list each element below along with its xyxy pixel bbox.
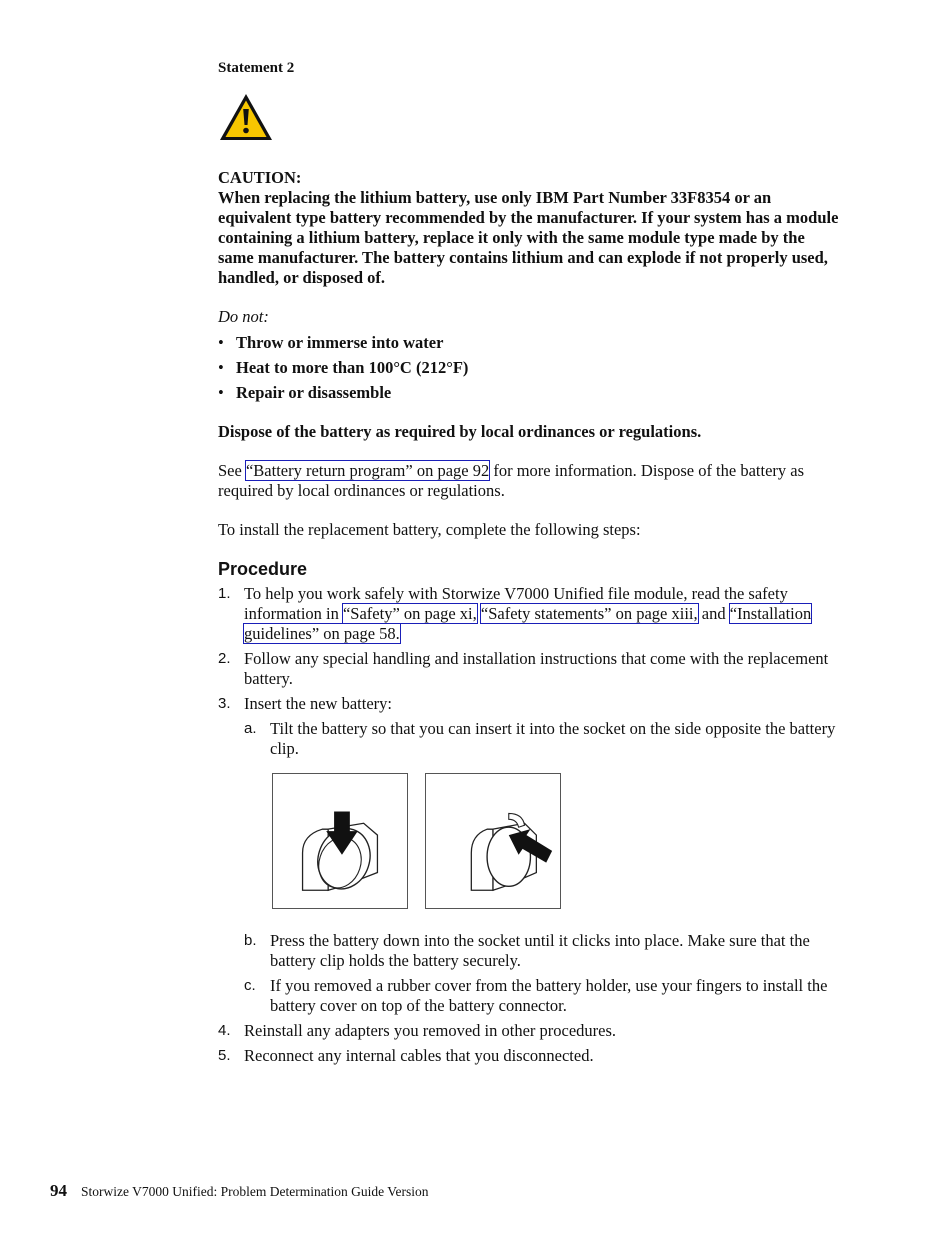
warning-triangle-icon	[218, 92, 274, 142]
substep-b	[244, 931, 843, 971]
see-paragraph	[218, 461, 843, 501]
step-4	[218, 1021, 843, 1041]
step-number: 3.	[218, 695, 231, 712]
installation-guidelines-link[interactable]: “Installation guidelines” on page 58.	[244, 604, 812, 643]
step-number: 4.	[218, 1022, 231, 1039]
substeps	[244, 719, 843, 1016]
safety-link[interactable]: “Safety” on page xi,	[342, 604, 477, 623]
step-2	[218, 649, 843, 689]
step-text: Reinstall any adapters you removed in other procedures.	[244, 1021, 617, 1040]
bullet-icon: •	[218, 333, 224, 352]
substep-text: Tilt the battery so that you can insert it into the socket on the side opposite the battery clip.	[270, 719, 836, 758]
procedure-steps	[218, 584, 843, 1066]
do-not-label: Do not:	[218, 307, 269, 326]
substep-letter: a.	[244, 720, 257, 737]
conjunction: and	[697, 604, 730, 623]
step-5	[218, 1046, 843, 1066]
substep-c	[244, 976, 843, 1016]
substep-text: If you removed a rubber cover from the battery holder, use your fingers to install the battery cover on top of the battery connector.	[270, 976, 828, 1015]
list-item	[218, 380, 843, 405]
list-item	[218, 355, 843, 380]
substep-a	[244, 719, 843, 909]
step-text: Insert the new battery:	[244, 694, 392, 713]
substep-letter: c.	[244, 977, 256, 994]
list-item	[218, 330, 843, 355]
step-text: Follow any special handling and installation instructions that come with the replacement battery.	[244, 649, 829, 688]
page-number: 94	[50, 1181, 67, 1200]
bullet-icon: •	[218, 358, 224, 377]
substep-text: Press the battery down into the socket until it clicks into place. Make sure that the battery clip holds the battery securely.	[270, 931, 810, 970]
step-number: 1.	[218, 585, 231, 602]
substep-letter: b.	[244, 932, 257, 949]
list-item-text: Throw or immerse into water	[236, 333, 444, 352]
step-1	[218, 584, 843, 644]
page-content	[218, 58, 843, 1071]
step-number: 5.	[218, 1047, 231, 1064]
step-3	[218, 694, 843, 1016]
page-footer	[50, 1181, 428, 1201]
footer-title: Storwize V7000 Unified: Problem Determination Guide Version	[81, 1184, 429, 1199]
battery-press-illustration	[425, 773, 561, 909]
step-number: 2.	[218, 650, 231, 667]
install-intro: To install the replacement battery, complete the following steps:	[218, 520, 641, 539]
battery-return-link[interactable]: “Battery return program” on page 92	[245, 461, 490, 480]
battery-tilt-illustration	[272, 773, 408, 909]
bullet-icon: •	[218, 383, 224, 402]
list-item-text: Heat to more than 100°C (212°F)	[236, 358, 469, 377]
procedure-heading: Procedure	[218, 559, 308, 579]
battery-illustrations	[272, 773, 843, 909]
step-text: Reconnect any internal cables that you disconnected.	[244, 1046, 594, 1065]
caution-heading: CAUTION:	[218, 168, 302, 187]
list-item-text: Repair or disassemble	[236, 383, 392, 402]
do-not-list	[218, 330, 843, 405]
caution-body: When replacing the lithium battery, use only IBM Part Number 33F8354 or an equivalent type battery recommended by the manufacturer. If your system has a module containing a lithium battery, replace it only with the same module type made by the same manufacturer. The battery contains lithium and can explode if not properly used, handled, or disposed of.	[218, 188, 839, 287]
see-prefix: See	[218, 461, 246, 480]
step-text: To help you work safely with Storwize V7000 Unified file module, read the safety information in	[244, 584, 788, 623]
dispose-statement: Dispose of the battery as required by local ordinances or regulations.	[218, 422, 702, 441]
safety-statements-link[interactable]: “Safety statements” on page xiii,	[480, 604, 698, 623]
see-suffix: for more information. Dispose of the battery as required by local ordinances or regulations.	[218, 461, 805, 500]
statement-title: Statement 2	[218, 60, 295, 76]
